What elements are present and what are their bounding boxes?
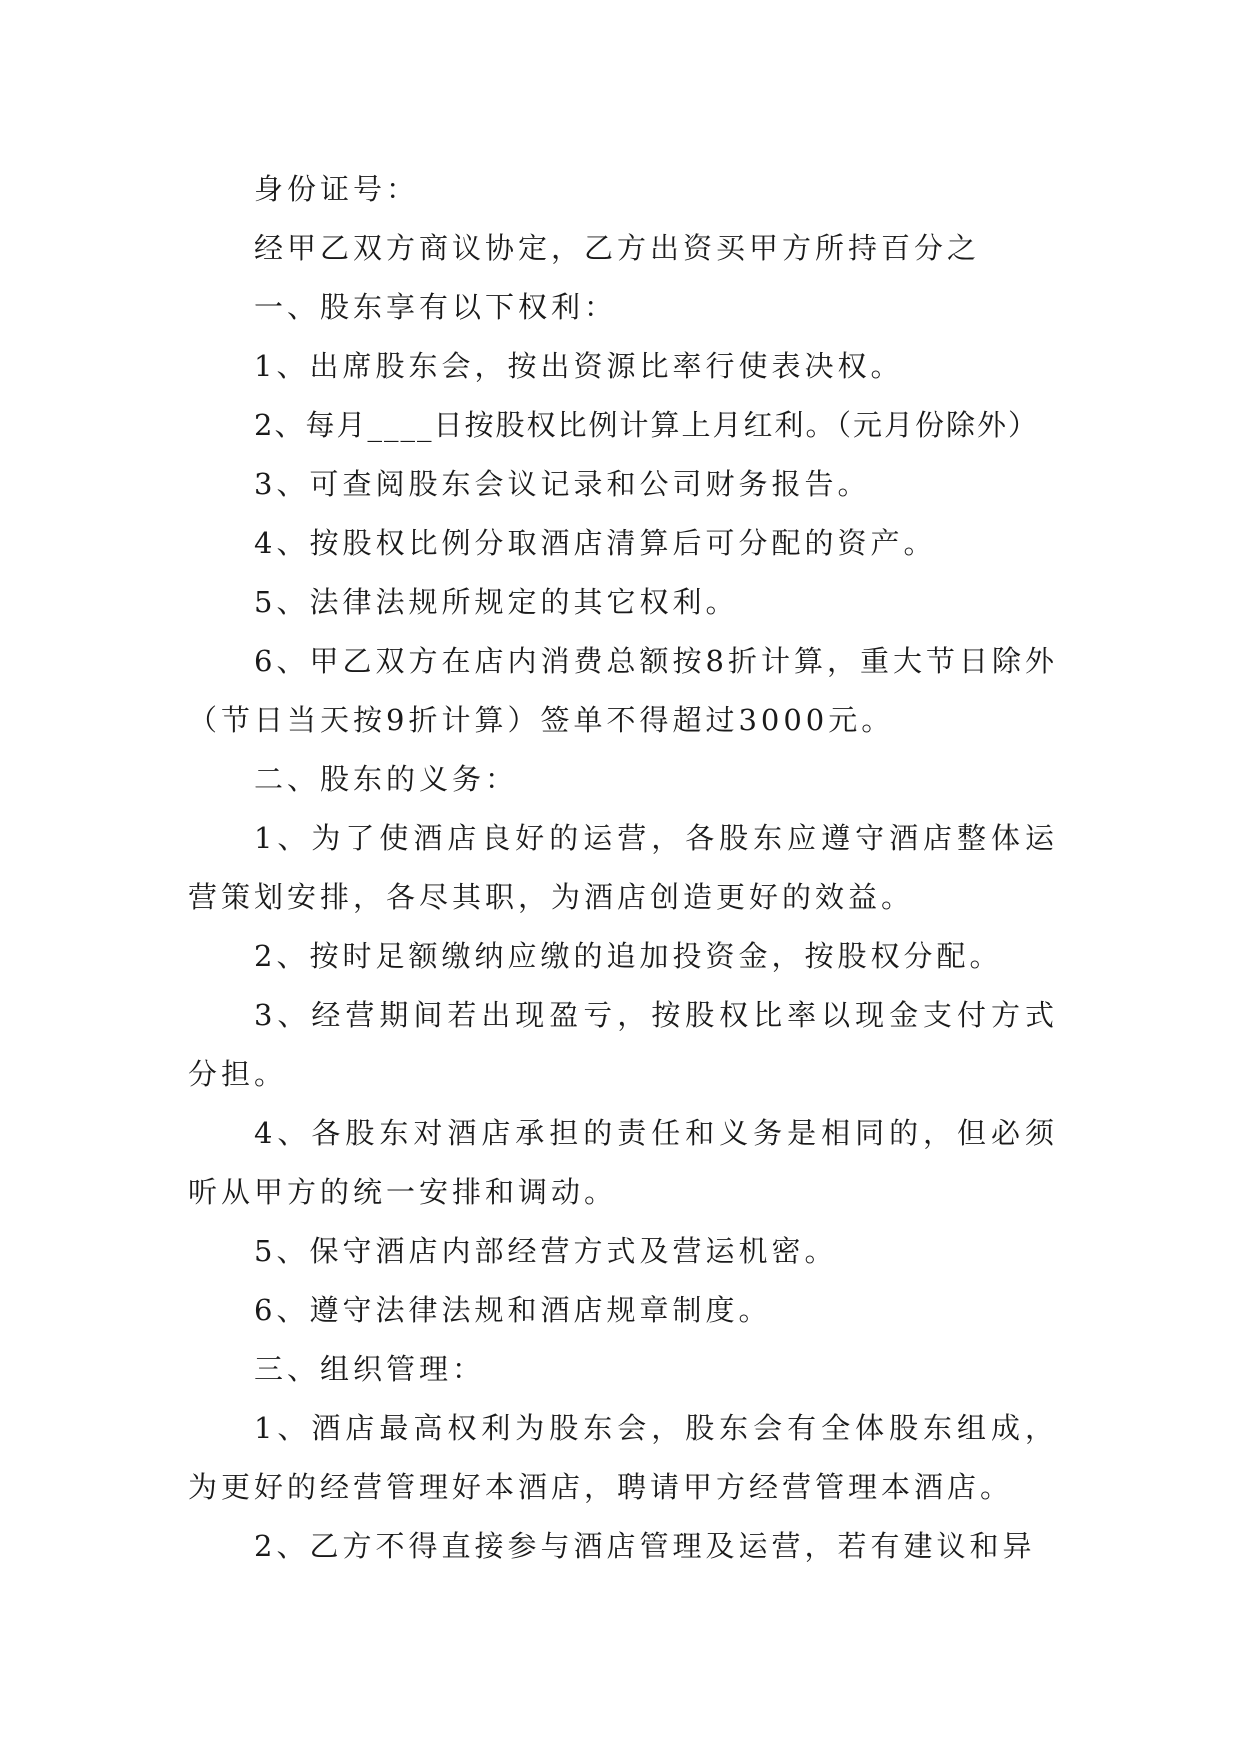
paragraph-id-number: 身份证号： — [254, 172, 420, 206]
paragraph-right-2: 2、每月____日按股权比例计算上月红利。（元月份除外） — [254, 408, 1039, 442]
heading-shareholder-obligations: 二、股东的义务： — [254, 762, 519, 796]
document-page — [188, 160, 1058, 1576]
paragraph-management-1: 1、酒店最高权利为股东会，股东会有全体股东组成，为更好的经营管理好本酒店，聘请甲方经营管理本酒店。 — [188, 1411, 1058, 1504]
paragraph-obligation-6: 6、遵守法律法规和酒店规章制度。 — [254, 1293, 772, 1327]
paragraph-obligation-4: 4、各股东对酒店承担的责任和义务是相同的，但必须听从甲方的统一安排和调动。 — [188, 1116, 1058, 1209]
paragraph-right-3: 3、可查阅股东会议记录和公司财务报告。 — [254, 467, 871, 501]
paragraph-right-4: 4、按股权比例分取酒店清算后可分配的资产。 — [254, 526, 937, 560]
heading-shareholder-rights: 一、股东享有以下权利： — [254, 290, 618, 324]
paragraph-agreement-intro: 经甲乙双方商议协定，乙方出资买甲方所持百分之 — [254, 231, 981, 265]
paragraph-right-5: 5、法律法规所规定的其它权利。 — [254, 585, 739, 619]
paragraph-obligation-1: 1、为了使酒店良好的运营，各股东应遵守酒店整体运营策划安排，各尽其职，为酒店创造更好的效益。 — [188, 821, 1058, 914]
paragraph-management-2: 2、乙方不得直接参与酒店管理及运营，若有建议和异 — [254, 1529, 1036, 1563]
paragraph-right-6: 6、甲乙双方在店内消费总额按8折计算，重大节日除外（节日当天按9折计算）签单不得超过3000元。 — [188, 644, 1058, 737]
paragraph-obligation-2: 2、按时足额缴纳应缴的追加投资金，按股权分配。 — [254, 939, 1003, 973]
paragraph-obligation-3: 3、经营期间若出现盈亏，按股权比率以现金支付方式分担。 — [188, 998, 1058, 1091]
heading-organization-management: 三、组织管理： — [254, 1352, 486, 1386]
paragraph-obligation-5: 5、保守酒店内部经营方式及营运机密。 — [254, 1234, 838, 1268]
paragraph-right-1: 1、出席股东会，按出资源比率行使表决权。 — [254, 349, 904, 383]
